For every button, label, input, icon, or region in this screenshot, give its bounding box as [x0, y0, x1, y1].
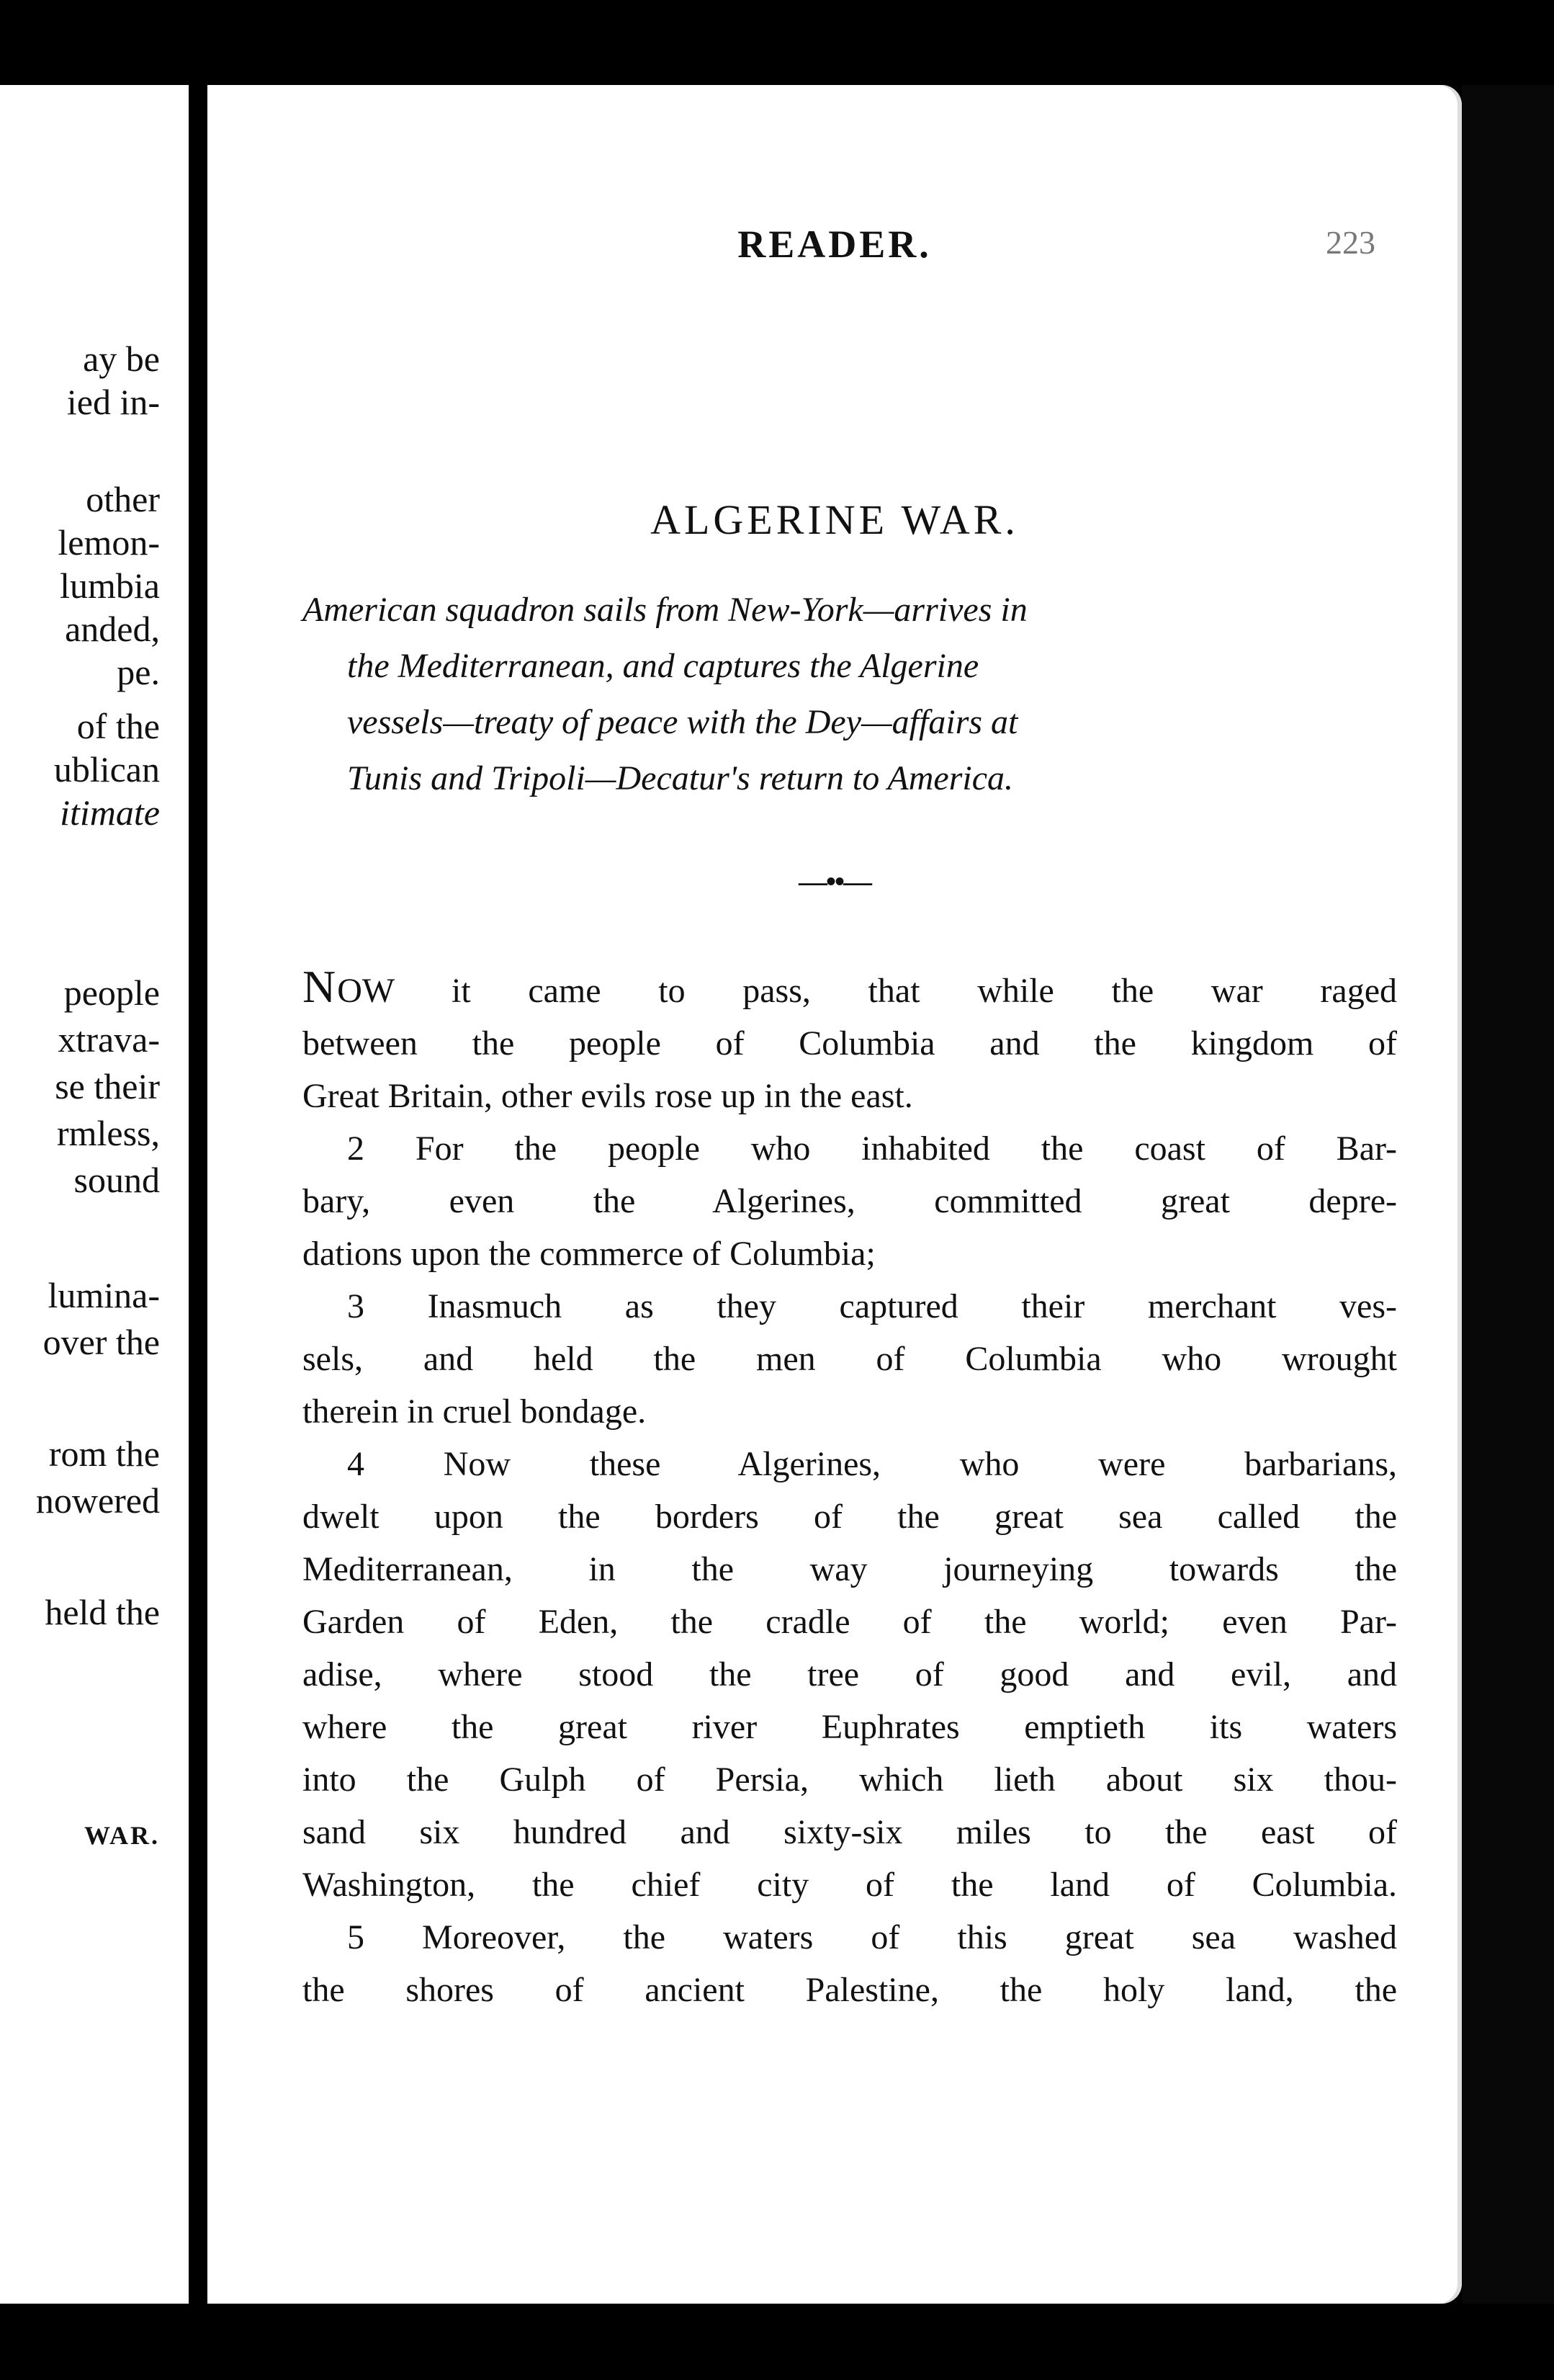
body-line: dwelt upon the borders of the great sea called the: [302, 1498, 1397, 1536]
body-text: [302, 960, 1397, 2016]
book-gutter: [189, 85, 207, 2311]
body-line: where the great river Euphrates emptieth its waters: [302, 1708, 1397, 1746]
body-line: the shores of ancient Palestine, the holy land, the: [302, 1971, 1397, 2009]
left-facing-page: [0, 85, 189, 2304]
left-fragment: xtrava-: [58, 1019, 160, 1060]
body-line: sels, and held the men of Columbia who wrought: [302, 1340, 1397, 1378]
body-line: between the people of Columbia and the kingdom of: [302, 1024, 1397, 1062]
left-fragment: sound: [73, 1160, 160, 1200]
left-fragment: itimate: [60, 792, 160, 833]
body-line: into the Gulph of Persia, which lieth about six thou-: [302, 1761, 1397, 1799]
left-fragment: anded,: [65, 609, 160, 649]
section-ornament: —••—: [798, 865, 871, 898]
left-fragment: WAR.: [84, 1821, 160, 1850]
left-fragment: lemon-: [58, 522, 160, 563]
left-fragment: ied in-: [66, 382, 160, 422]
summary-line: American squadron sails from New-York—arrives in: [302, 591, 1028, 629]
left-fragment: over the: [42, 1322, 160, 1362]
body-line: Great Britain, other evils rose up in the east.: [302, 1077, 913, 1115]
left-fragment: other: [86, 479, 160, 519]
body-line: [302, 960, 1397, 1017]
body-line: adise, where stood the tree of good and evil, and: [302, 1655, 1397, 1694]
body-line: dations upon the commerce of Columbia;: [302, 1235, 876, 1273]
chapter-title: ALGERINE WAR.: [650, 496, 1019, 543]
left-fragment: ublican: [53, 749, 160, 789]
body-line: Garden of Eden, the cradle of the world; even Par-: [302, 1603, 1397, 1641]
left-fragment: rmless,: [56, 1113, 160, 1153]
body-line: therein in cruel bondage.: [302, 1392, 647, 1431]
body-line: 2 For the people who inhabited the coast of Bar-: [347, 1129, 1397, 1168]
page-number: 223: [1326, 224, 1375, 261]
left-fragment: pe.: [117, 652, 160, 692]
left-fragment: lumbia: [60, 565, 160, 606]
left-fragment: nowered: [35, 1480, 160, 1521]
body-line: Mediterranean, in the way journeying towards the: [302, 1550, 1397, 1588]
right-scan-border: [1462, 85, 1554, 2304]
top-scan-border: [0, 0, 1554, 86]
left-fragment: of the: [76, 706, 160, 746]
left-fragment: se their: [55, 1066, 160, 1106]
left-fragment: people: [63, 972, 160, 1013]
summary-line: the Mediterranean, and captures the Algerine: [347, 647, 979, 685]
body-line: 3 Inasmuch as they captured their merchant ves-: [347, 1287, 1397, 1325]
summary-line: vessels—treaty of peace with the Dey—affairs at: [347, 703, 1018, 741]
body-line-text: OW it came to pass, that while the war raged: [337, 972, 1397, 1010]
body-line: Washington, the chief city of the land of Columbia.: [302, 1866, 1397, 1904]
body-line: 4 Now these Algerines, who were barbarians,: [347, 1445, 1397, 1483]
body-line: sand six hundred and sixty-six miles to the east of: [302, 1813, 1397, 1851]
left-fragment: held the: [45, 1592, 160, 1632]
body-line: 5 Moreover, the waters of this great sea washed: [347, 1918, 1397, 1956]
drop-cap: N: [302, 961, 338, 1012]
bottom-scan-border: [0, 2304, 1554, 2380]
running-head: READER.: [737, 223, 932, 266]
left-fragment: rom the: [48, 1433, 160, 1474]
left-fragment: lumina-: [48, 1275, 160, 1315]
chapter-summary: [302, 582, 1390, 807]
body-line: bary, even the Algerines, committed great depre-: [302, 1182, 1397, 1220]
left-fragment: ay be: [83, 339, 160, 379]
summary-line: Tunis and Tripoli—Decatur's return to America.: [347, 759, 1014, 797]
right-page: [207, 85, 1462, 2304]
